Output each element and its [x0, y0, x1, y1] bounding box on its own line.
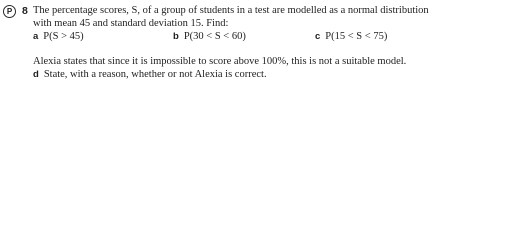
part-d-label: d [33, 69, 39, 80]
part-a [33, 30, 84, 43]
question-intro-line-2: with mean 45 and standard deviation 15. Find: [33, 18, 229, 29]
alexia-statement: Alexia states that since it is impossible to score above 100%, this is not a suitable model. [33, 56, 407, 67]
part-d [33, 68, 267, 81]
part-b-label: b [173, 31, 179, 42]
part-a-label: a [33, 31, 39, 42]
part-c-label: c [315, 31, 321, 42]
part-d-text: State, with a reason, whether or not Alexia is correct. [43, 69, 267, 80]
question-number: 8 [22, 5, 28, 17]
part-b [173, 30, 246, 43]
part-c-expression: P(15 < S < 75) [325, 31, 388, 42]
question-block [0, 0, 518, 86]
part-b-expression: P(30 < S < 60) [183, 31, 246, 42]
problem-solving-badge-icon: P [3, 5, 16, 18]
question-intro-line-1: The percentage scores, S, of a group of students in a test are modelled as a normal distribution [33, 5, 429, 16]
part-a-expression: P(S > 45) [43, 31, 84, 42]
part-c [315, 30, 387, 43]
